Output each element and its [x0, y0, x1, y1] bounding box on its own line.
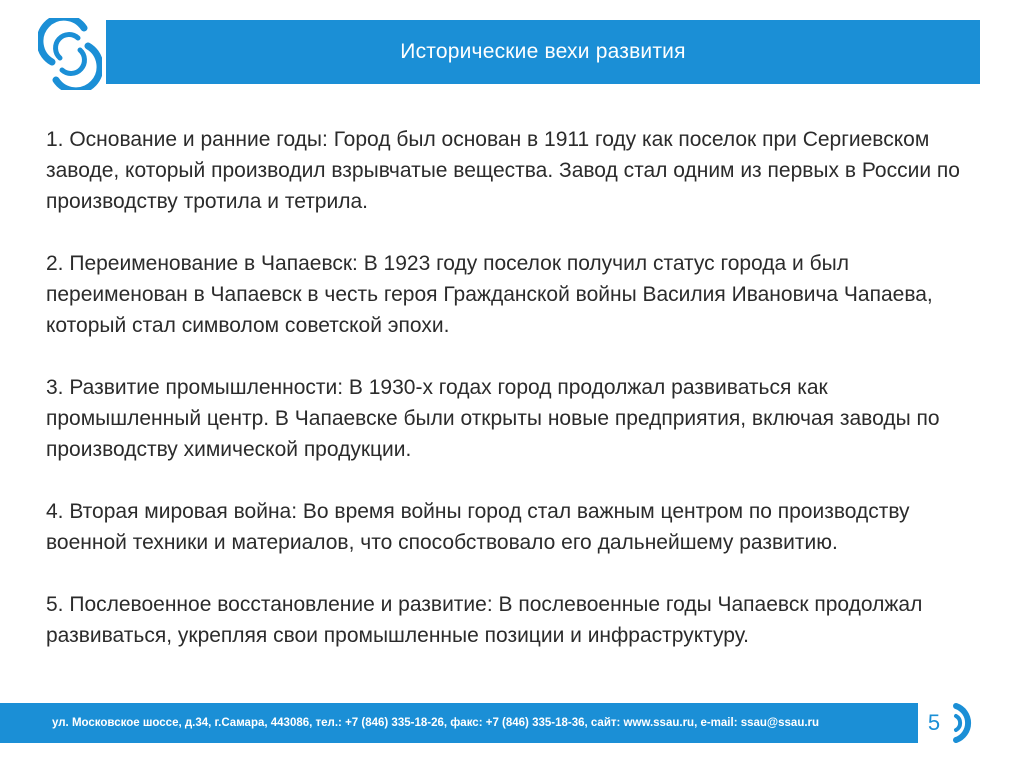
- paragraph-1: 1. Основание и ранние годы: Город был основан в 1911 году как поселок при Сергиевском заводе, который производил взрывчатые вещества. Завод стал одним из первых в России по производству тротила и тетрила.: [46, 128, 960, 213]
- slide-title: Исторические вехи развития: [400, 40, 686, 63]
- footer-bar: [0, 703, 922, 743]
- paragraph-2: 2. Переименование в Чапаевск: В 1923 году поселок получил статус города и был переименован в Чапаевск в честь героя Гражданской войны Василия Ивановича Чапаева, который стал символом советской эпохи.: [46, 252, 933, 337]
- corner-logo-icon: [950, 700, 984, 746]
- paragraph-4: 4. Вторая мировая война: Во время войны город стал важным центром по производству военной техники и материалов, что способствовало его дальнейшему развитию.: [46, 500, 910, 554]
- slide-body: [46, 124, 976, 682]
- paragraph-5: 5. Послевоенное восстановление и развитие: В послевоенные годы Чапаевск продолжал развиваться, укрепляя свои промышленные позиции и инфраструктуру.: [46, 593, 923, 647]
- paragraph-3: 3. Развитие промышленности: В 1930-х годах город продолжал развиваться как промышленный центр. В Чапаевске были открыты новые предприятия, включая заводы по производству химической продукции.: [46, 376, 940, 461]
- ssau-logo-icon: [38, 18, 102, 90]
- page-number: 5: [918, 703, 950, 743]
- title-bar: [106, 20, 980, 84]
- footer-contact: ул. Московское шоссе, д.34, г.Самара, 443086, тел.: +7 (846) 335-18-26, факс: +7 (846) 335-18-36, сайт: www.ssau.ru, e-mail: ssau@ssau.ru: [52, 717, 820, 729]
